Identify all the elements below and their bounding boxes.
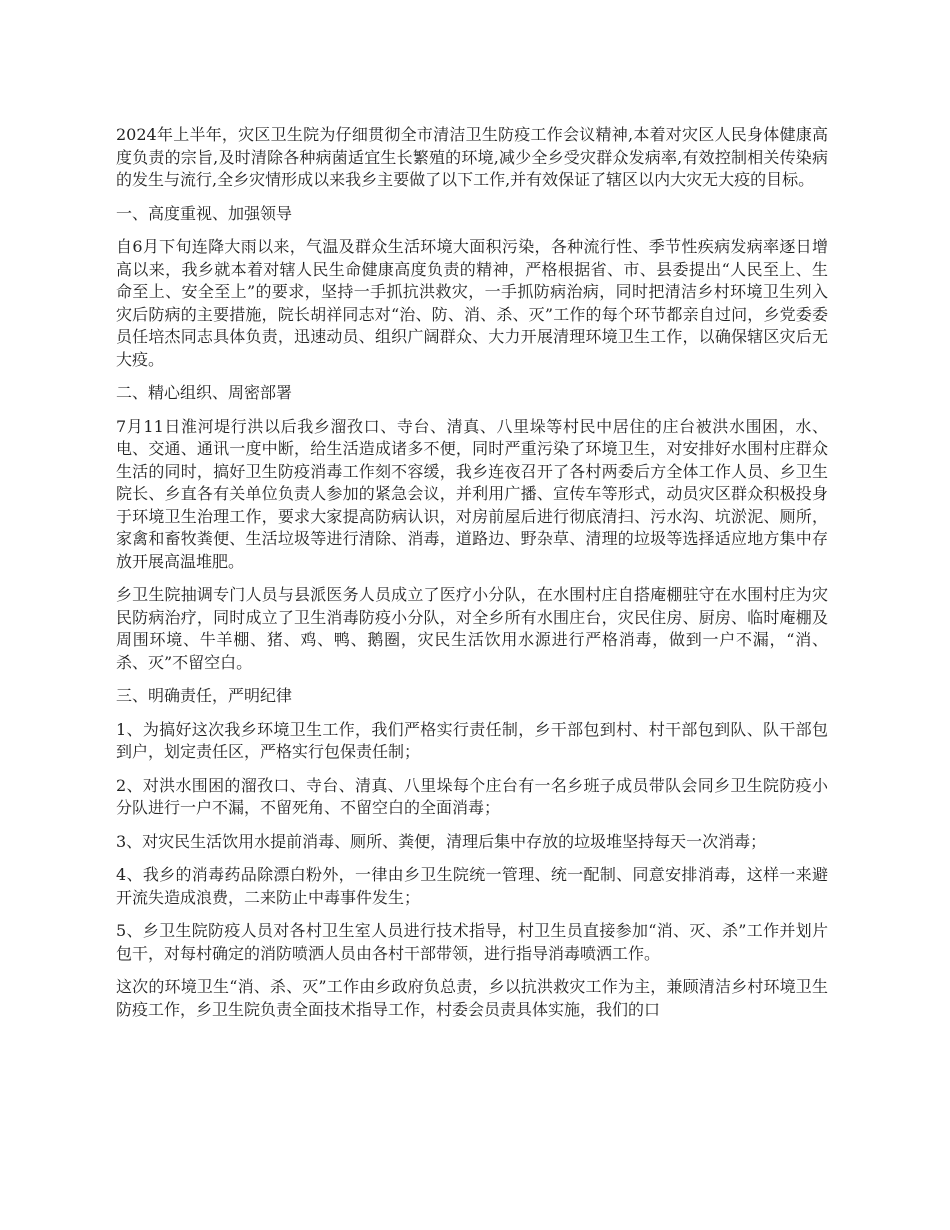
section-heading-1: 一、高度重视、加强领导 bbox=[116, 203, 293, 223]
section-1-paragraph: 自6月下旬连降大雨以来，气温及群众生活环境大面积污染，各种流行性、季节性疾病发病率逐日增高以来，我乡就本着对辖人民生命健康高度负责的精神，严格根据省、市、县委提出“人民至上、生命至上、安全至上”的要求，坚持一手抓抗洪救灾，一手抓防病治病，同时把清洁乡村环境卫生列入灾后防病的主要措施，院长胡祥同志对“治、防、消、杀、灭”工作的每个环节都亲自过问，乡党委委员任培杰同志具体负责，迅速动员、组织广阔群众、大力开展清理环境卫生工作，以确保辖区灾后无大疫。 bbox=[116, 237, 828, 369]
list-item-5: 5、乡卫生院防疫人员对各村卫生室人员进行技术指导，村卫生员直接参加“消、灭、杀”工作并划片包干，对每村确定的消防喷洒人员由各村干部带领，进行指导消毒喷洒工作。 bbox=[116, 921, 828, 963]
intro-paragraph: 2024年上半年，灾区卫生院为仔细贯彻全市清洁卫生防疫工作会议精神,本着对灾区人民身体健康高度负责的宗旨,及时清除各种病菌适宜生长繁殖的环境,减少全乡受灾群众发病率,有效控制相关传染病的发生与流行,全乡灾情形成以来我乡主要做了以下工作,并有效保证了辖区以内大灾无大疫的目标。 bbox=[116, 125, 828, 189]
list-item-4: 4、我乡的消毒药品除漂白粉外，一律由乡卫生院统一管理、统一配制、同意安排消毒，这样一来避开流失造成浪费，二来防止中毒事件发生； bbox=[116, 865, 828, 907]
document-body bbox=[116, 124, 828, 1032]
section-heading-3: 三、明确责任，严明纪律 bbox=[116, 686, 293, 705]
list-item-2: 2、对洪水围困的溜孜口、寺台、清真、八里垛每个庄台有一名乡班子成员带队会同乡卫生院防疫小分队进行一户不漏，不留死角、不留空白的全面消毒； bbox=[116, 775, 828, 817]
section-2-paragraph-2: 乡卫生院抽调专门人员与县派医务人员成立了医疗小分队，在水围村庄自搭庵棚驻守在水围村庄为灾民防病治疗，同时成立了卫生消毒防疫小分队，对全乡所有水围庄台，灾民住房、厨房、临时庵棚及周围环境、牛羊棚、猪、鸡、鸭、鹅圈，灾民生活饮用水源进行严格消毒，做到一户不漏，“消、杀、灭”不留空白。 bbox=[116, 585, 828, 672]
section-2-paragraph-1: 7月11日淮河堤行洪以后我乡溜孜口、寺台、清真、八里垛等村民中居住的庄台被洪水围困，水、电、交通、通讯一度中断，给生活造成诸多不便，同时严重污染了环境卫生，对安排好水围村庄群众生活的同时，搞好卫生防疫消毒工作刻不容缓，我乡连夜召开了各村两委后方全体工作人员、乡卫生院长、乡直各有关单位负责人参加的紧急会议，并利用广播、宣传车等形式，动员灾区群众积极投身于环境卫生治理工作，要求大家提高防病认识，对房前屋后进行彻底清扫、污水沟、坑淤泥、厕所，家禽和畜牧粪便、生活垃圾等进行清除、消毒，道路边、野杂草、清理的垃圾等选择适应地方集中存放开展高温堆肥。 bbox=[116, 416, 828, 571]
list-item-1: 1、为搞好这次我乡环境卫生工作，我们严格实行责任制，乡干部包到村、村干部包到队、队干部包到户，划定责任区，严格实行包保责任制； bbox=[116, 719, 828, 761]
closing-paragraph: 这次的环境卫生“消、杀、灭”工作由乡政府负总责，乡以抗洪救灾工作为主，兼顾清洁乡村环境卫生防疫工作，乡卫生院负责全面技术指导工作，村委会员责具体实施，我们的口 bbox=[116, 977, 828, 1019]
list-item-3: 3、对灾民生活饮用水提前消毒、厕所、粪便，清理后集中存放的垃圾堆坚持每天一次消毒； bbox=[116, 831, 767, 851]
section-heading-2: 二、精心组织、周密部署 bbox=[116, 383, 293, 402]
